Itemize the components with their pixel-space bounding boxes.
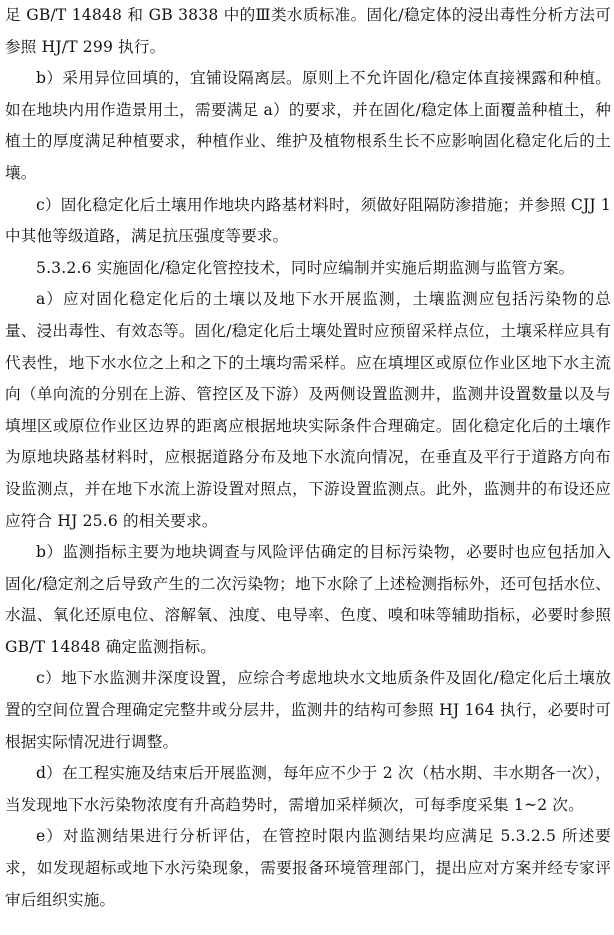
paragraph-c-road-base: c）固化稳定化后土壤用作地块内路基材料时，须做好阻隔防渗措施；并参照 CJJ 1 中其他等级道路，满足抗压强度等要求。 <box>5 195 611 246</box>
paragraph-e-evaluation: e）对监测结果进行分析评估，在管控时限内监测结果均应满足 5.3.2.5 所述要求，如发现超标或地下水污染现象，需要报备环境管理部门，提出应对方案并经专家评审后组织实施。 <box>5 827 611 909</box>
section-heading-5-3-2-6: 5.3.2.6 实施固化/稳定化管控技术，同时应编制并实施后期监测与监管方案。 <box>36 258 575 277</box>
paragraph-b-indicators: b）监测指标主要为地块调查与风险评估确定的目标污染物，必要时也应包括加入固化/稳定剂之后导致产生的二次污染物；地下水除了上述检测指标外，还可包括水位、水温、氧化还原电位、溶解氧、浊度、电导率、色度、嗅和味等辅助指标，必要时参照 GB/T 14848 确定监测指标。 <box>5 543 611 656</box>
paragraph-c-wells: c）地下水监测井深度设置，应综合考虑地块水文地质条件及固化/稳定化后土壤放置的空间位置合理确定完整井或分层井，监测井的结构可参照 HJ 164 执行，必要时可根据实际情况进行调整。 <box>5 669 611 751</box>
document-page <box>5 0 611 916</box>
paragraph-b-backfill: b）采用异位回填的，宜铺设隔离层。原则上不允许固化/稳定体直接裸露和种植。如在地块内用作造景用土，需要满足 a）的要求，并在固化/稳定体上面覆盖种植土，种植土的厚度满足种植要求，种植作业、维护及植物根系生长不应影响固化稳定化后的土壤。 <box>5 69 611 182</box>
paragraph-continuation: 足 GB/T 14848 和 GB 3838 中的Ⅲ类水质标准。固化/稳定体的浸出毒性分析方法可参照 HJ/T 299 执行。 <box>5 6 611 56</box>
paragraph-a-monitoring: a）应对固化稳定化后的土壤以及地下水开展监测，土壤监测应包括污染物的总量、浸出毒性、有效态等。固化/稳定化后土壤处置时应预留采样点位，土壤采样应具有代表性，地下水水位之上和之下的土壤均需采样。应在填埋区或原位作业区地下水主流向（单向流的分别在上游、管控区及下游）及两侧设置监测井，监测井设置数量以及与填埋区或原位作业区边界的距离应根据地块实际条件合理确定。固化稳定化后的土壤作为原地块路基材料时，应根据道路分布及地下水流向情况，在垂直及平行于道路方向布设监测点，并在地下水流上游设置对照点，下游设置监测点。此外，监测井的布设还应应符合 HJ 25.6 的相关要求。 <box>5 290 611 530</box>
paragraph-d-frequency: d）在工程实施及结束后开展监测，每年应不少于 2 次（枯水期、丰水期各一次），当发现地下水污染物浓度有升高趋势时，需增加采样频次，可每季度采集 1~2 次。 <box>5 764 611 814</box>
